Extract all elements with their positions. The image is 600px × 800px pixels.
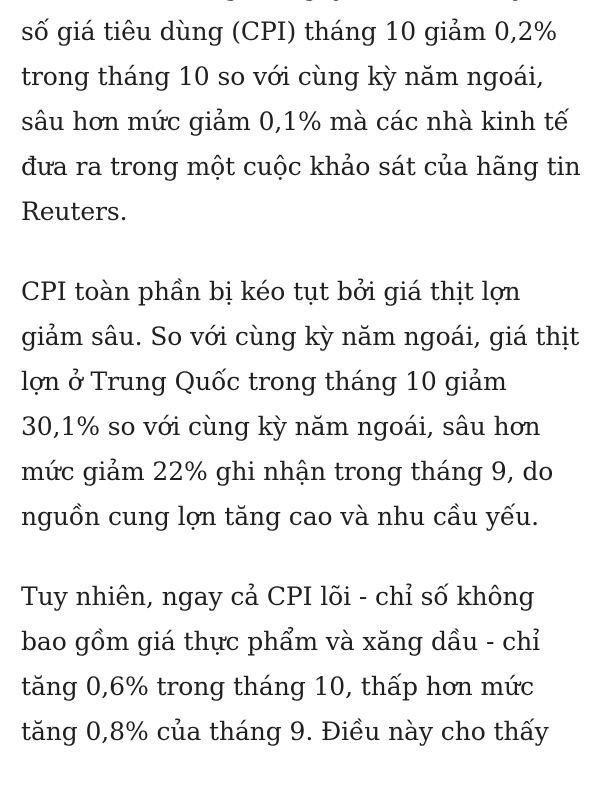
text-line: 30,1% so với cùng kỳ năm ngoái, sâu hơn	[21, 412, 541, 441]
article-body	[21, 0, 591, 789]
text-line: giảm sâu. So với cùng kỳ năm ngoái, giá thịt	[21, 322, 580, 351]
paragraph-nbs-cpi	[21, 0, 591, 234]
text-line: đưa ra trong một cuộc khảo sát của hãng tin	[21, 152, 581, 181]
text-line	[21, 0, 591, 9]
text-line: tăng 0,6% trong tháng 10, thấp hơn mức	[21, 672, 534, 701]
text-line: số giá tiêu dùng (CPI) tháng 10 giảm 0,2%	[21, 17, 558, 46]
text-line: tăng 0,8% của tháng 9. Điều này cho thấy	[21, 717, 549, 746]
text-line: bao gồm giá thực phẩm và xăng dầu - chỉ	[21, 627, 540, 656]
text-line: trong tháng 10 so với cùng kỳ năm ngoái,	[21, 62, 544, 91]
text-line: Reuters.	[21, 197, 128, 226]
text-line: sâu hơn mức giảm 0,1% mà các nhà kinh tế	[21, 107, 569, 136]
paragraph-pork-prices	[21, 269, 591, 539]
text-line: mức giảm 22% ghi nhận trong tháng 9, do	[21, 457, 554, 486]
text-line: CPI toàn phần bị kéo tụt bởi giá thịt lợn	[21, 277, 521, 306]
text-line: lợn ở Trung Quốc trong tháng 10 giảm	[21, 367, 507, 396]
text-line: nguồn cung lợn tăng cao và nhu cầu yếu.	[21, 502, 539, 531]
text-line: Tuy nhiên, ngay cả CPI lõi - chỉ số không	[21, 582, 535, 611]
paragraph-core-cpi	[21, 574, 591, 754]
